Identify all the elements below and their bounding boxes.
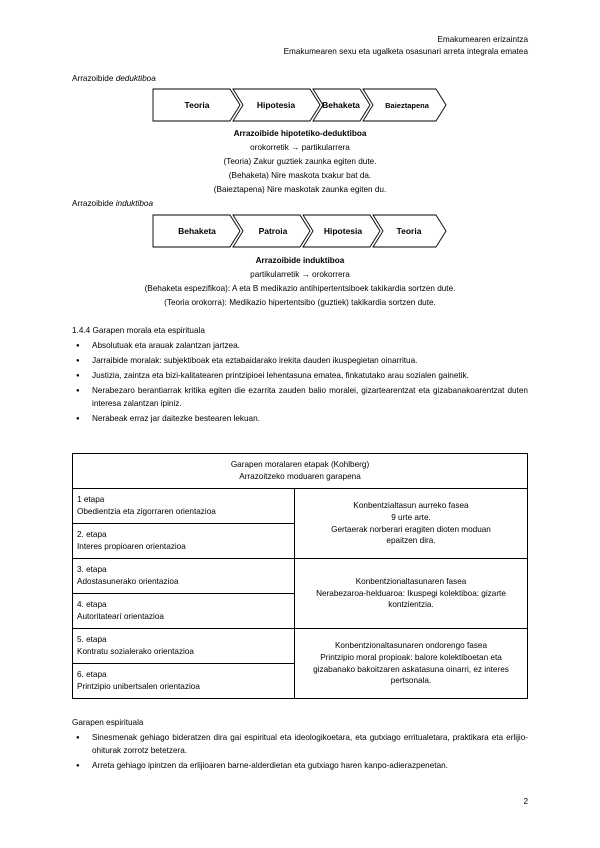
- inductive-label-italic: induktiboa: [115, 199, 154, 208]
- page-number: 2: [523, 797, 528, 806]
- stage-cell: [73, 524, 295, 559]
- kohlberg-stages-table: [72, 453, 528, 699]
- inductive-label: [72, 199, 153, 208]
- inductive-caption-line: partikularretik → orokorrera: [250, 270, 350, 279]
- stage-number: 5. etapa: [77, 635, 107, 645]
- stage-name: Kontratu sozialerako orientazioa: [77, 647, 194, 656]
- stage-name: Adostasunerako orientazioa: [77, 577, 179, 586]
- list-item: ● Nerabeak erraz jar daitezke bestearen lekuan.: [72, 413, 528, 426]
- deductive-caption-line: orokorretik → partikularrera: [250, 143, 350, 152]
- deductive-caption-line: (Teoria) Zakur guztiek zaunka egiten dute.: [223, 157, 377, 166]
- running-header-title: Emakumearen erizaintza: [437, 35, 528, 44]
- spiritual-bullet-list: [72, 732, 528, 775]
- list-item: ● Jarraibide moralak: subjektiboak eta eztabaidarako irekita dauden ikuspegietan oinarritua.: [72, 355, 528, 368]
- stage-name: Obedientzia eta zigorraren orientazioa: [77, 507, 216, 516]
- table-row: [73, 629, 528, 664]
- table-row: [73, 489, 528, 524]
- level-cell: [295, 489, 528, 559]
- table-header-row: [73, 454, 528, 489]
- stage-cell: [73, 489, 295, 524]
- list-item: ● Arreta gehiago ipintzen da erlijioaren barne-alderdietan eta gutxiago haren kanpo-adierazpenetan.: [72, 760, 528, 773]
- level-text: Gertaerak norberari eragiten dioten moduan epaitzen dira.: [331, 524, 491, 546]
- table-subtitle: Arrazoitzeko moduaren garapena: [239, 472, 361, 481]
- stage-cell: [73, 559, 295, 594]
- inductive-step: Patroia: [258, 226, 288, 236]
- list-item: ● Justizia, zaintza eta bizi-kalitatearen printzipioei lehentasuna ematea, finkatutako arau sozialen gainetik.: [72, 370, 528, 383]
- section-heading-moral: 1.4.4 Garapen morala eta espirituala: [72, 326, 205, 335]
- list-item: ● Absolutuak eta arauak zalantzan jartzea.: [72, 340, 528, 353]
- list-item: ● Sinesmenak gehiago bideratzen dira gai espiritual eta ideologikoetara, eta gutxiago erritualetara, praktikara eta erlijio-ohiturak zorrotz betetzera.: [72, 732, 528, 758]
- level-cell: [295, 559, 528, 629]
- level-cell: [295, 629, 528, 699]
- deductive-caption-line: (Behaketa) Nire maskota txakur bat da.: [228, 171, 372, 180]
- deductive-step: Behaketa: [322, 100, 360, 110]
- deductive-step: Teoria: [184, 100, 210, 110]
- level-title: Konbentzialtasun aurreko fasea: [353, 500, 469, 510]
- inductive-step: Behaketa: [178, 226, 216, 236]
- deductive-step: Baieztapena: [385, 101, 429, 110]
- deductive-label-italic: deduktiboa: [115, 74, 156, 83]
- level-title: Konbentzionaltasunaren ondorengo fasea: [334, 640, 488, 650]
- deductive-step: Hipotesia: [256, 100, 296, 110]
- stage-name: Autoritatearí orientazioa: [77, 612, 164, 621]
- moral-bullet-list: [72, 340, 528, 428]
- stage-cell: [73, 594, 295, 629]
- stage-name: Printzipio unibertsalen orientazioa: [77, 682, 200, 691]
- running-header-subtitle: Emakumearen sexu eta ugalketa osasunari arreta integrala ematea: [283, 47, 528, 56]
- inductive-label-prefix: Arrazoibide: [72, 199, 116, 208]
- level-text: Nerabezaroa-helduaroa: Ikuspegi kolektiboa: gizarte kontzientzia.: [316, 588, 506, 610]
- stage-name: Interes propioaren orientazioa: [77, 542, 186, 551]
- inductive-flow-diagram: [152, 214, 448, 248]
- deductive-caption-title: Arrazoibide hipotetiko-deduktiboa: [233, 129, 367, 138]
- table-title-cell: [73, 454, 528, 489]
- stage-number: 2. etapa: [77, 530, 107, 540]
- inductive-caption-line: (Behaketa espezifikoa): A eta B medikazio antihipertentsiboek takikardia sortzen dute.: [144, 284, 456, 293]
- stage-cell: [73, 664, 295, 699]
- stage-number: 1 etapa: [77, 495, 105, 505]
- deductive-caption-line: (Baieztapena) Nire maskotak zaunka egiten du.: [213, 185, 387, 194]
- section-heading-spiritual: Garapen espirituala: [72, 718, 144, 727]
- table-row: [73, 559, 528, 594]
- inductive-caption-line: (Teoria orokorra): Medikazio hipertentsibo (guztiek) takikardia sortzen dute.: [164, 298, 436, 307]
- stage-number: 6. etapa: [77, 670, 107, 680]
- inductive-caption-title: Arrazoibide induktiboa: [255, 256, 345, 265]
- table-title: Garapen moralaren etapak (Kohlberg): [230, 460, 370, 470]
- deductive-label-prefix: Arrazoibide: [72, 74, 116, 83]
- deductive-label: [72, 74, 156, 83]
- level-text: 9 urte arte.: [391, 512, 431, 522]
- inductive-step: Teoria: [396, 226, 422, 236]
- list-item: ● Nerabezaro berantiarrak kritika egiten die ezarrita zauden balio moralei, gizartearentzat eta gizabanakoarentzat duten interesa zalantzan ipiniz.: [72, 385, 528, 411]
- level-title: Konbentzionaltasunaren fasea: [355, 576, 467, 586]
- stage-number: 4. etapa: [77, 600, 107, 610]
- inductive-step: Hipotesia: [323, 226, 363, 236]
- deductive-flow-diagram: [152, 88, 448, 122]
- level-text: Printzipio moral propioak: balore kolektiboetan eta gizabanako bakoitzaren askatasuna oinarri, ez interes pertsonala.: [313, 652, 509, 686]
- stage-number: 3. etapa: [77, 565, 107, 575]
- stage-cell: [73, 629, 295, 664]
